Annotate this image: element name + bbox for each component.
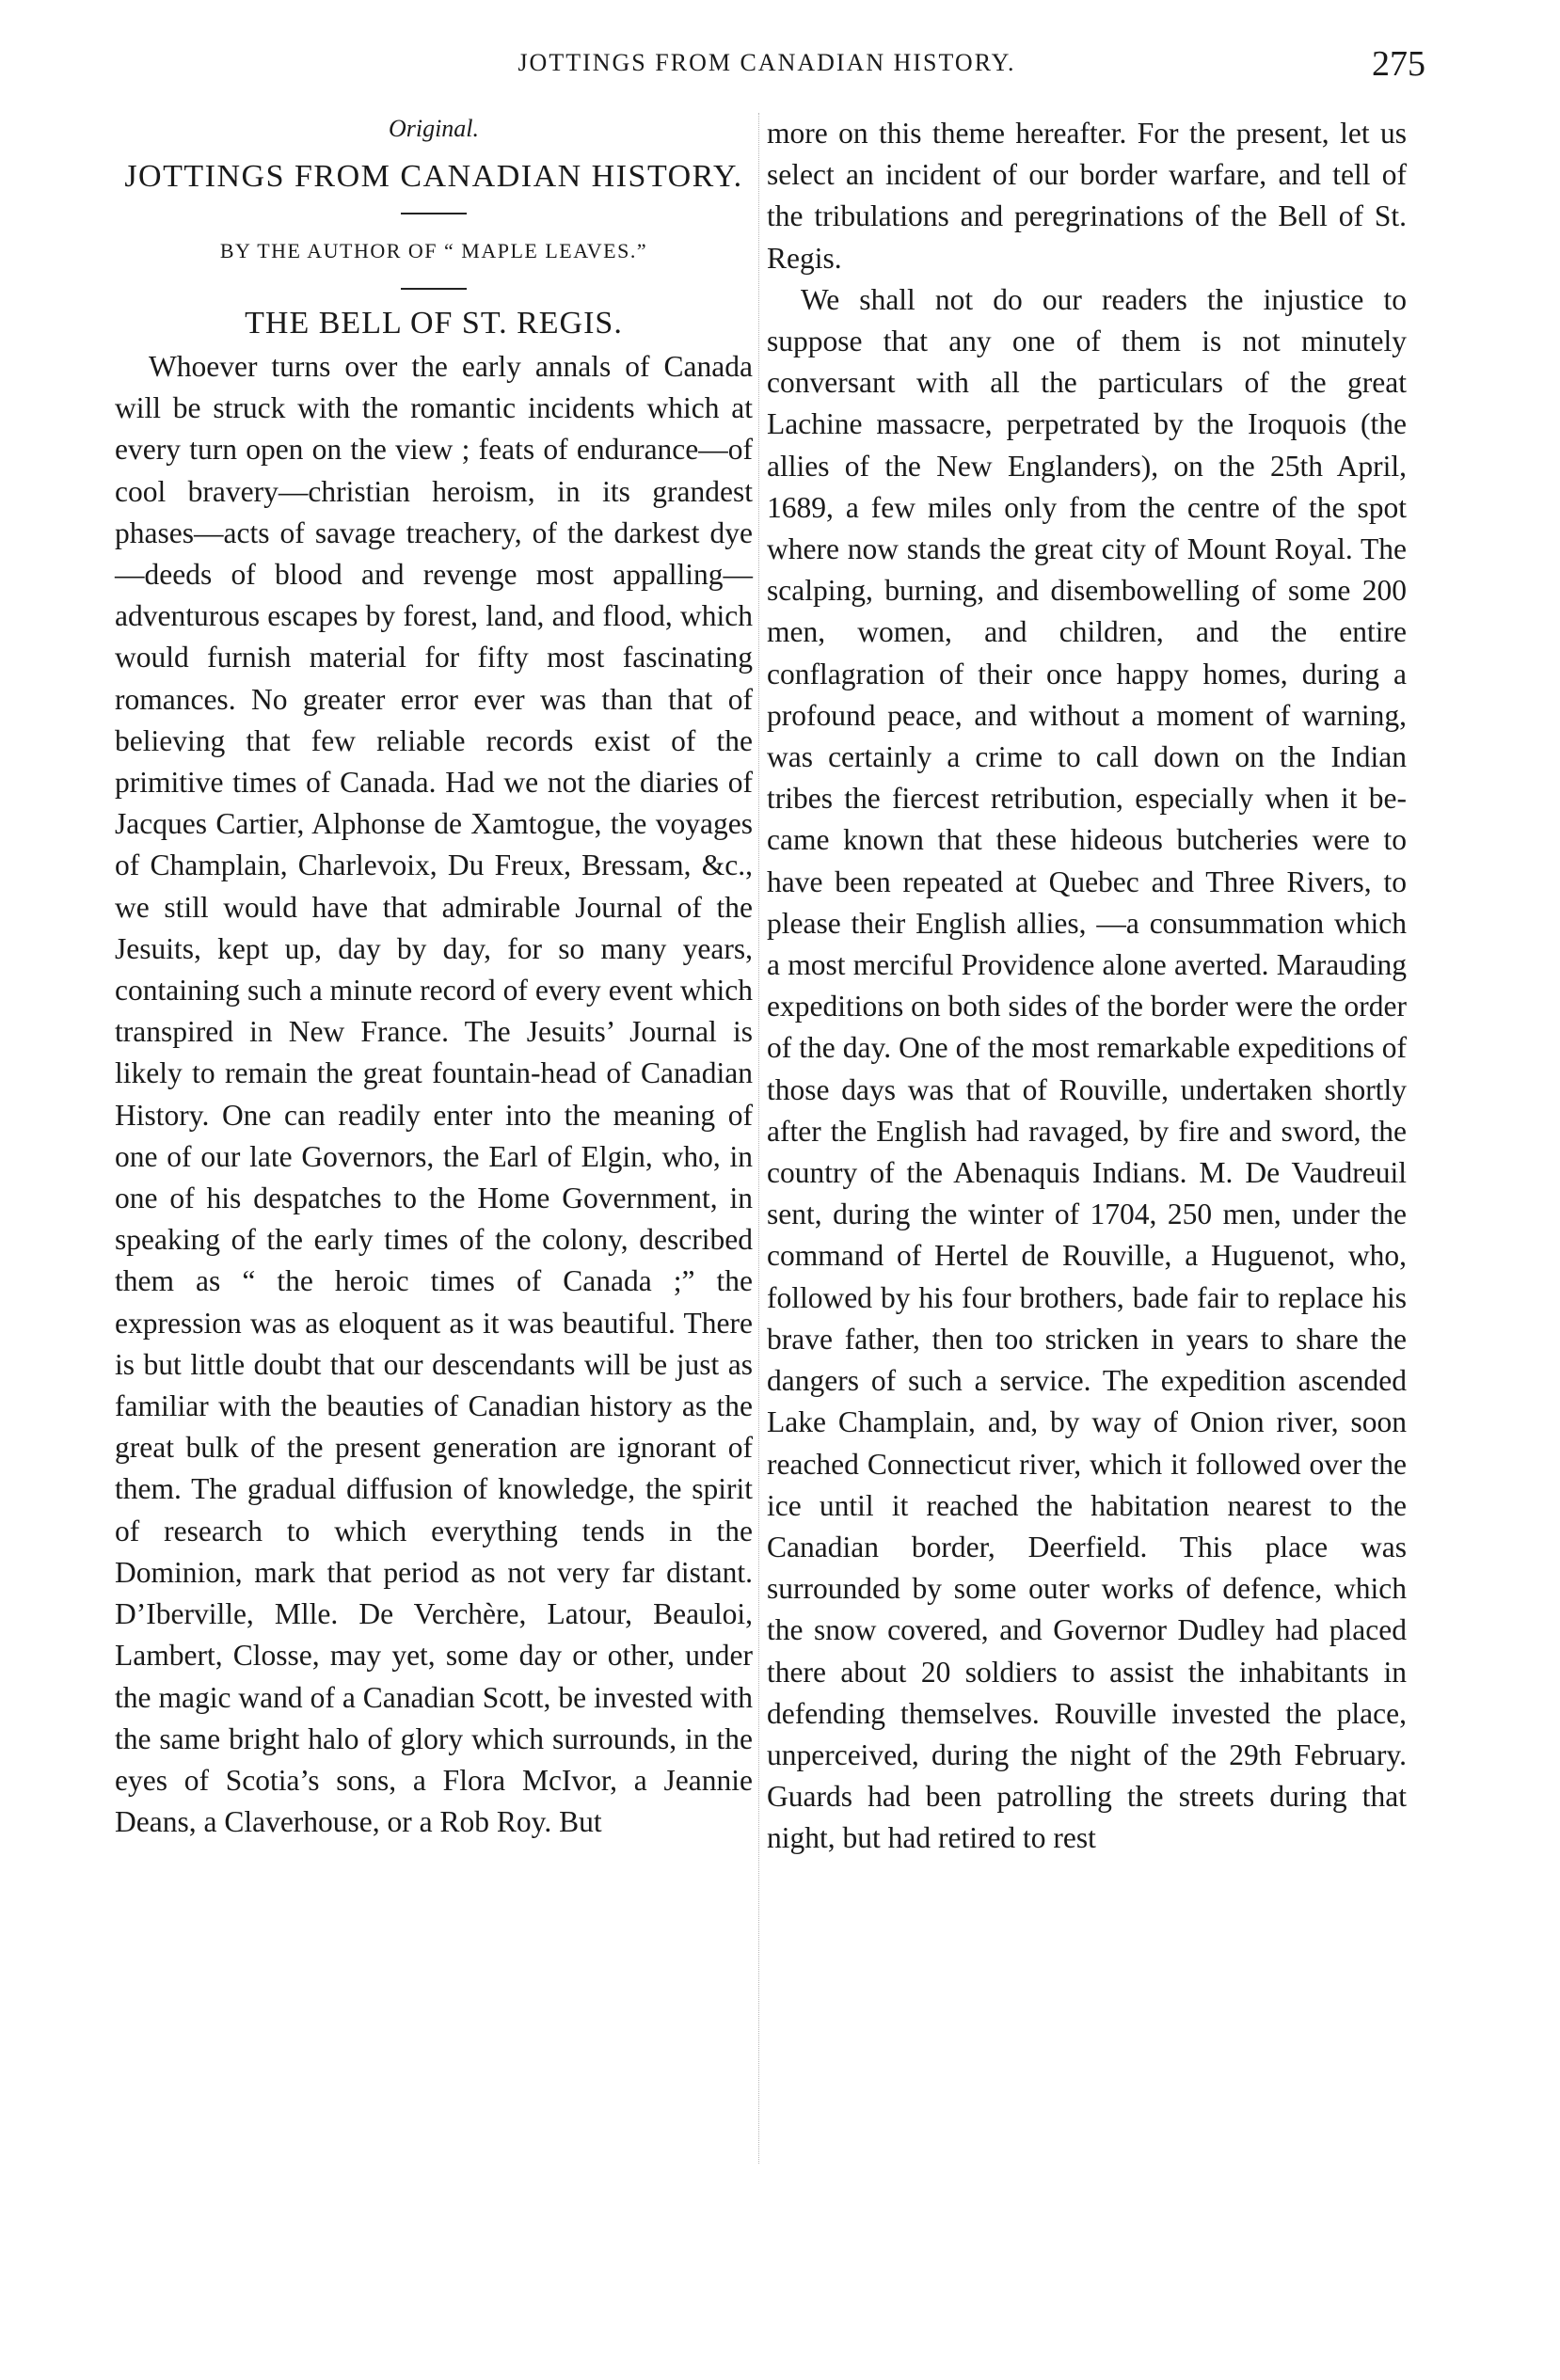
left-column [115, 113, 753, 1843]
page-number: 275 [1372, 44, 1425, 84]
source-note: Original. [388, 115, 480, 142]
article-subtitle: THE BELL OF ST. REGIS. [245, 306, 623, 341]
article-title: JOTTINGS FROM CANADIAN HISTORY. [124, 159, 743, 194]
paragraph-lachine-massacre: We shall not do our readers the injustice to suppose that any one of them is not minutely conversant with all the particulars of the great Lachine massacre, perpetrated by the Iroquois (the allies of the New Englanders), on the 25th April, 1689, a few miles only from the centre of the spot where now stands the great city of Mount Royal. The scalping, burning, and disembowelling of some 200 men, women, and children, and the entire conflagration of their once happy homes, during a profound peace, and without a moment of warning, was certainly a crime to call down on the Indian tribes the fiercest retribution, especially when it became known that these hideous butcheries were to have been repeated at Quebec and Three Rivers, to please their English allies, —a consummation which a most merciful Providence alone averted. Marauding expeditions on both sides of the border were the order of the day. One of the most remarkable expeditions of those days was that of Rouville, undertaken shortly after the English had ravaged, by fire and sword, the country of the Abenaquis Indians. M. De Vaudreuil sent, during the winter of 1704, 250 men, under the command of Hertel de Rouville, a Huguenot, who, followed by his four brothers, bade fair to replace his brave father, then too stricken in years to share the dangers of such a service. The expedition ascended Lake Champlain, and, by way of Onion river, soon reached Connecticut river, which it followed over the ice until it reached the habitation nearest to the Canadian border, Deerfield. This place was surrounded by some outer works of defence, which the snow covered, and Governor Dudley had placed there about 20 soldiers to assist the inhabitants in defending themselves. Rouville invested the place, unperceived, during the night of the 29th February. Guards had been patrolling the streets during that night, but had retired to rest [767, 282, 1407, 1855]
article-byline: BY THE AUTHOR OF “ MAPLE LEAVES.” [219, 239, 648, 262]
byline-rule [401, 288, 467, 290]
column-divider [758, 113, 759, 2164]
title-rule [401, 213, 467, 214]
right-column [767, 113, 1407, 1860]
paragraph-opening: Whoever turns over the early annals of Canada will be struck with the romantic incidents which at every turn open on the view ; feats of endurance—of cool bravery—christian heroism, in its grandest phases—acts of savage treachery, of the darkest dye—deeds of blood and revenge most appalling—adventurous escapes by forest, land, and flood, which would furnish material for fifty most fascinating romances. No greater error ever was than that of believing that few reliable records exist of the primitive times of Canada. Had we not the diaries of Jacques Cartier, Alphonse de Xamtogue, the voyages of Champlain, Charlevoix, Du Freux, Bressam, &c., we still would have that admirable Journal of the Jesuits, kept up, day by day, for so many years, containing such a minute record of every event which transpired in New France. The Jesuits’ Journal is likely to remain the great fountain-head of Canadian History. One can readily enter into the meaning of one of our late Governors, the Earl of Elgin, who, in one of his despatches to the Home Government, in speaking of the early times of the colony, described them as “ the heroic times of Canada ;” the expression was as eloquent as it was beautiful. There is but little doubt that our descendants will be just as familiar with the beauties of Canadian history as the great bulk of the present generation are ignorant of them. The gradual diffusion of knowledge, the spirit of research to which everything tends in the Dominion, mark that period as not very far distant. D’Iberville, Mlle. De Verchère, Latour, Beauloi, Lambert, Closse, may yet, some day or other, under the magic wand of a Canadian Scott, be invested with the same bright halo of glory which surrounds, in the eyes of Scotia’s sons, a Flora McIvor, a Jeannie Deans, a Claverhouse, or a Rob Roy. But [115, 350, 753, 1839]
running-head: JOTTINGS FROM CANADIAN HISTORY. [517, 49, 1016, 76]
paragraph-continuation: more on this theme hereafter. For the present, let us select an incident of our border warfare, and tell of the tribulations and peregrinations of the Bell of St. Regis. [767, 117, 1407, 275]
